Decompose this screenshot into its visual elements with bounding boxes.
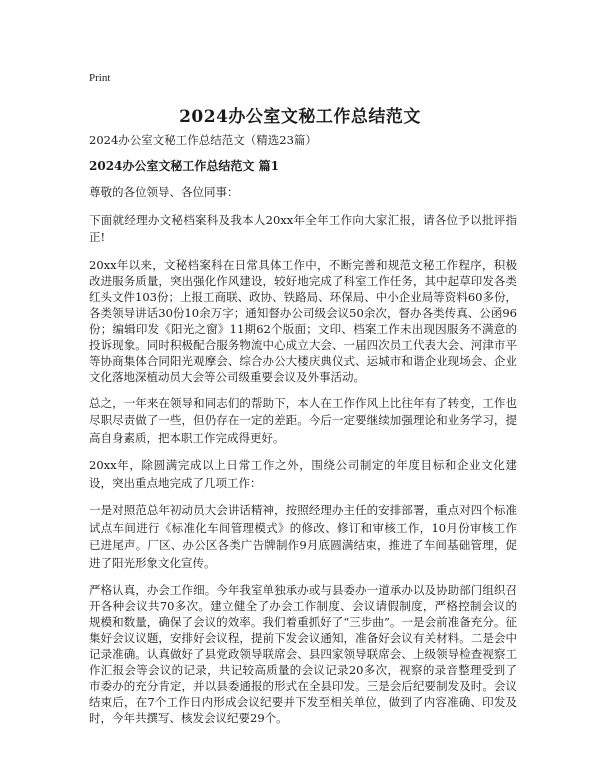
paragraph-meetings: 严格认真，办会工作细。今年我室单独承办或与县委办一道承办以及协助部门组织召开各种会议共70多次。建立健全了办会工作制度、会议请假制度，严格控制会议的规模和数量，确保了会议的效率。我们着重抓好了“三步曲”。一是会前准备充分。征集好会议议题，安排好会议程，提前下发会议通知，准备好会议有关材料。二是会中记录准确。认真做好了县党政领导联席会、县四家领导联席会、上级领导检查视察工作汇报会等会议的记录，共记较高质量的会议记录20多次，视察的录音整理受到了市委办的充分肯定，并以县委通报的形式在全县印发。三是会后纪要制发及时。会议结束后，在7个工作日内形成会议纪要并下发至相关单位，做到了内容准确、印发及时，今年共撰写、核发会议纪要29个。 bbox=[89, 583, 517, 725]
document-subtitle: 2024办公室文秘工作总结范文（精选23篇） bbox=[89, 133, 317, 147]
page-title: 2024办公室文秘工作总结范文 bbox=[179, 107, 421, 127]
section-heading: 2024办公室文秘工作总结范文 篇1 bbox=[89, 159, 279, 173]
print-link[interactable]: Print bbox=[89, 72, 111, 84]
document-body bbox=[89, 132, 517, 736]
paragraph-work-overview: 20xx年以来，文秘档案科在日常具体工作中，不断完善和规范文秘工作程序，积极改进服务质量，突出强化作风建设，较好地完成了科室工作任务，其中起草印发各类红头文件103份；上报工商联、政协、铁路局、环保局、中小企业局等资料60多份，各类领导讲话30份10余万字；通知督办公司级会议50余次，督办各类传真、公函96份；编辑印发《阳光之窗》11期62个版面；文印、档案工作未出现因服务不满意的投诉现象。同时积极配合服务物流中心成立大会、一届四次员工代表大会、河津市平等协商集体合同阳光观摩会、综合办公大楼庆典仪式、运城市和谐企业现场会、企业文化落地深植动员大会等公司级重要会议及外事活动。 bbox=[89, 257, 517, 384]
paragraph-item-one: 一是对照范总年初动员大会讲话精神，按照经理办主任的安排部署，重点对四个标准试点车间进行《标准化车间管理模式》的修改、修订和审核工作，10月份审核工作已进尾声。厂区、办公区各类广告牌制作9月底圆满结束，推进了车间基础管理，促进了阳光形象文化宣传。 bbox=[89, 503, 517, 570]
paragraph-key-work: 20xx年，除圆满完成以上日常工作之外，围绕公司制定的年度目标和企业文化建设，突出重点地完成了几项工作： bbox=[89, 458, 517, 490]
paragraph-intro: 下面就经理办文秘档案科及我本人20xx年全年工作向大家汇报，请各位予以批评指正! bbox=[89, 212, 517, 244]
paragraph-summary: 总之，一年来在领导和同志们的帮助下，本人在工作作风上比往年有了转变，工作也尽职尽责做了一些，但仍存在一定的差距。今后一定要继续加强理论和业务学习，提高自身素质，把本职工作完成得更好。 bbox=[89, 395, 517, 445]
paragraph-greeting: 尊敬的各位领导、各位同事： bbox=[89, 185, 239, 199]
